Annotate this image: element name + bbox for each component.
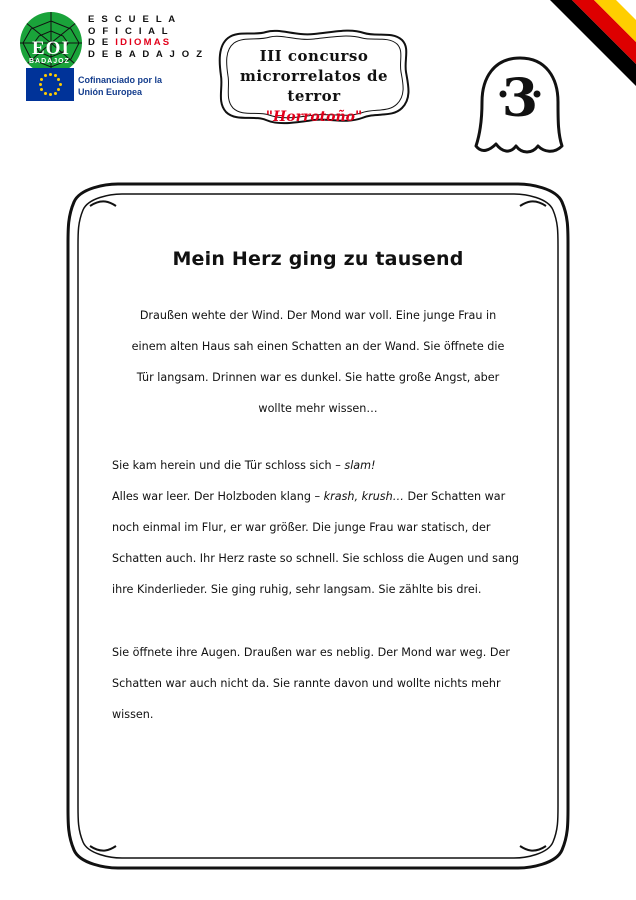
- logo-wordmark: [88, 14, 204, 60]
- eu-star: [49, 73, 52, 76]
- story-p1-seg2: slam!: [344, 459, 376, 472]
- story-p2-seg1: Alles war leer. Der Holzboden klang –: [112, 490, 324, 503]
- story-paragraph-2: [112, 481, 524, 605]
- story-p3-seg1: Sie öffnete ihre Augen. Draußen war es neblig. Der Mond war weg. Der Schatten war auch nicht da. Sie rannte davon und wollte nichts mehr wissen.: [112, 646, 510, 721]
- plaque-line-2: microrrelatos de terror: [239, 67, 388, 105]
- eu-cofinance-text: Cofinanciado por la Unión Europea: [78, 75, 163, 97]
- page-header: [0, 0, 636, 175]
- plaque-line-3: "Horrotoño": [265, 109, 363, 125]
- plaque-line-1: III concurso: [259, 47, 369, 65]
- story-p2-seg3: Der Schatten war noch einmal im Flur, er war größer. Die junge Frau war statisch, der Schatten auch. Ihr Herz raste so schnell. Sie schloss die Augen und sang ihre Kinderlieder. Sie ging ruhig, sehr langsam. Sie zählte bis drei.: [112, 490, 520, 596]
- logo-line-badajoz: D E B A D A J O Z: [88, 48, 205, 60]
- eoi-badajoz-logo: [14, 10, 205, 118]
- eu-star: [39, 83, 42, 86]
- eu-star: [44, 74, 47, 77]
- contest-title-plaque: [214, 28, 414, 126]
- eu-star: [44, 92, 47, 95]
- ghost-number: 3: [501, 68, 539, 129]
- story-intro-paragraph: Draußen wehte der Wind. Der Mond war voll. Eine junge Frau in einem alten Haus sah einen Schatten an der Wand. Sie öffnete die Tür langsam. Drinnen war es dunkel. Sie hatte große Angst, aber wollte mehr wissen…: [131, 309, 505, 415]
- logo-line-idiomas: [88, 37, 204, 49]
- story-p1-seg1: Sie kam herein und die Tür schloss sich –: [112, 459, 345, 472]
- logo-badajoz-text: BADAJOZ: [29, 58, 70, 65]
- logo-line-escuela: E S C U E L A: [88, 14, 178, 25]
- story-paragraph-1: [112, 450, 524, 481]
- eu-star: [57, 78, 60, 81]
- eu-star: [54, 74, 57, 77]
- eu-star: [49, 93, 52, 96]
- eu-star: [54, 92, 57, 95]
- eu-star: [40, 78, 43, 81]
- logo-idiomas-accent: IDIOMAS: [115, 37, 172, 48]
- logo-eoi-text: EOI: [32, 38, 70, 59]
- eu-star: [40, 88, 43, 91]
- plaque-text-block: [214, 46, 414, 125]
- story-frame: [60, 176, 576, 876]
- story-p2-seg2: krash, krush…: [323, 490, 404, 503]
- logo-idiomas-prefix: D E: [88, 37, 111, 48]
- story-content: [112, 248, 524, 730]
- eu-star: [57, 88, 60, 91]
- eu-star: [59, 83, 62, 86]
- story-paragraph-3: [112, 637, 524, 730]
- spiderweb-icon: [20, 12, 82, 74]
- logo-line-oficial: O F I C I A L: [88, 25, 170, 37]
- ghost-icon: [470, 54, 570, 164]
- story-title: Mein Herz ging zu tausend: [172, 248, 464, 270]
- eu-flag-icon: [26, 68, 74, 101]
- paragraph-spacer: [112, 605, 524, 637]
